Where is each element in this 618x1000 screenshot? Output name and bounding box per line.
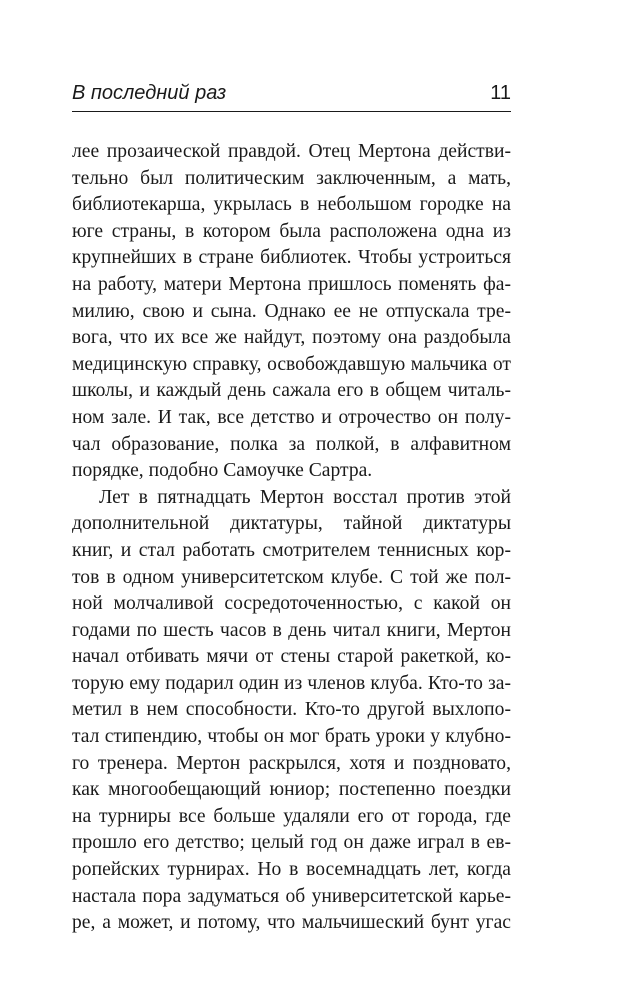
text-line: торую ему подарил один из членов клуба. Кто-то за-	[72, 672, 511, 694]
text-line: ропейских турнирах. Но в восемнадцать лет, когда	[72, 859, 511, 881]
text-line: тов в одном университетском клубе. С той же пол-	[72, 566, 511, 588]
text-line: лее прозаической правдой. Отец Мертона действи-	[72, 141, 511, 162]
text-line: милию, свою и сына. Однако ее не отпускала тре-	[72, 300, 511, 322]
text-line: Лет в пятнадцать Мертон восстал против этой	[99, 486, 511, 508]
text-line: ном зале. И так, все детство и отрочество он полу-	[72, 406, 511, 428]
text-line: начал отбивать мячи от стены старой ракеткой, ко-	[72, 646, 511, 668]
page-number: 11	[490, 82, 511, 104]
text-line: годами по шесть часов в день читал книги, Мертон	[72, 619, 511, 641]
text-line: тал стипендию, чтобы он мог брать уроки у клубно-	[72, 726, 511, 748]
text-line: ной молчаливой сосредоточенностью, с какой он	[72, 593, 511, 615]
text-line: ре, а может, и потому, что мальчишеский бунт угас	[72, 912, 511, 934]
text-line: крупнейших в стране библиотек. Чтобы устроиться	[72, 247, 511, 269]
text-line: школы, и каждый день сажала его в общем читаль-	[72, 380, 511, 402]
text-line: го тренера. Мертон раскрылся, хотя и поздновато,	[72, 752, 511, 774]
text-line: чал образование, полка за полкой, в алфавитном	[72, 433, 511, 455]
text-line: настала пора задуматься об университетской карье-	[72, 885, 511, 907]
paragraph-1	[72, 139, 511, 485]
text-line: дополнительной диктатуры, тайной диктатуры	[72, 513, 511, 535]
text-line: книг, и стал работать смотрителем теннисных кор-	[72, 539, 511, 561]
paragraph-2	[72, 485, 511, 937]
text-line: на работу, матери Мертона пришлось поменять фа-	[72, 273, 511, 295]
text-line: метил в нем способности. Кто-то другой выхлопо-	[72, 699, 511, 721]
running-title: В последний раз	[72, 82, 227, 104]
text-line: вога, что их все же найдут, поэтому она раздобыла	[72, 327, 511, 349]
text-line: тельно был политическим заключенным, а мать,	[72, 167, 511, 189]
book-page	[72, 80, 511, 937]
text-line: порядке, подобно Самоучке Сартра.	[72, 460, 373, 482]
running-header	[72, 80, 511, 112]
body-text	[72, 139, 511, 937]
text-line: библиотекарша, укрылась в небольшом городке на	[72, 194, 511, 216]
text-line: прошло его детство; целый год он даже играл в ев-	[72, 832, 511, 854]
text-line: как многообещающий юниор; постепенно поездки	[72, 779, 511, 801]
text-line: медицинскую справку, освобождавшую мальчика от	[72, 353, 511, 375]
text-line: юге страны, в котором была расположена одна из	[72, 220, 511, 242]
text-line: на турниры все больше удаляли его от города, где	[72, 805, 511, 827]
